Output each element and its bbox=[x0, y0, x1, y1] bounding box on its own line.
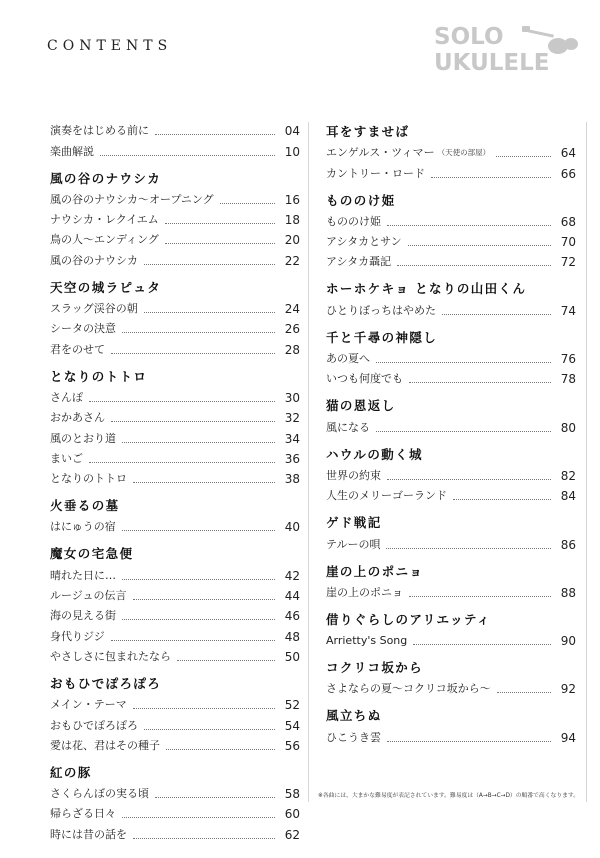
entry-title: おかあさん bbox=[50, 411, 105, 425]
toc-entry[interactable] bbox=[50, 804, 300, 824]
section-title: コクリコ坂から bbox=[326, 660, 424, 676]
toc-section bbox=[326, 327, 576, 390]
toc-section bbox=[326, 657, 576, 699]
entry-title: ルージュの伝言 bbox=[50, 589, 127, 603]
dot-leader bbox=[111, 353, 275, 354]
toc-section bbox=[326, 561, 576, 603]
dot-leader bbox=[144, 729, 275, 730]
logo-line2: UKULELE bbox=[434, 50, 550, 76]
entry-title: スラッグ渓谷の朝 bbox=[50, 302, 138, 316]
toc-entry[interactable] bbox=[326, 727, 576, 747]
toc-entry[interactable] bbox=[326, 252, 576, 272]
toc-entry[interactable] bbox=[50, 250, 300, 270]
entry-title: となりのトトロ bbox=[50, 472, 127, 486]
toc-entry[interactable] bbox=[326, 369, 576, 389]
page-number: 38 bbox=[284, 472, 300, 487]
entry-title: シータの決意 bbox=[50, 322, 116, 336]
page-number: 26 bbox=[284, 322, 300, 337]
dot-leader bbox=[386, 548, 551, 549]
entry-title: 帰らざる日々 bbox=[50, 807, 116, 821]
entry-title: 愛は花、君はその種子 bbox=[50, 738, 160, 752]
toc-section bbox=[50, 543, 300, 666]
dot-leader bbox=[496, 156, 551, 157]
page-number: 58 bbox=[284, 787, 300, 802]
section-title: 借りぐらしのアリエッティ bbox=[326, 611, 491, 627]
contents-title: CONTENTS bbox=[47, 38, 173, 54]
page-number: 92 bbox=[560, 682, 576, 697]
section-title: ハウルの動く城 bbox=[326, 446, 423, 462]
section-title: ホーホケキョ となりの山田くん bbox=[326, 281, 527, 297]
page-number: 42 bbox=[284, 568, 300, 583]
column-divider bbox=[308, 122, 309, 802]
dot-leader bbox=[387, 479, 551, 480]
section-title: 風立ちぬ bbox=[326, 708, 382, 724]
entry-title: ナウシカ・レクイエム bbox=[50, 213, 159, 227]
dot-leader bbox=[133, 599, 275, 600]
toc-entry[interactable] bbox=[50, 388, 300, 408]
entry-title: 風のとおり道 bbox=[50, 431, 116, 445]
toc-entry[interactable] bbox=[326, 212, 576, 232]
toc-entry[interactable] bbox=[326, 232, 576, 252]
toc-section bbox=[326, 609, 576, 651]
dot-leader bbox=[220, 203, 275, 204]
dot-leader bbox=[166, 749, 275, 750]
dot-leader bbox=[376, 362, 551, 363]
toc-entry[interactable] bbox=[50, 565, 300, 585]
page-number: 24 bbox=[284, 302, 300, 317]
entry-title: さんぽ bbox=[50, 390, 83, 404]
toc-entry[interactable] bbox=[50, 319, 300, 339]
dot-leader bbox=[453, 499, 551, 500]
toc-entry[interactable] bbox=[50, 449, 300, 469]
toc-entry[interactable] bbox=[50, 428, 300, 448]
dot-leader bbox=[165, 223, 275, 224]
toc-section bbox=[326, 278, 576, 320]
entry-title: あの夏へ bbox=[326, 352, 370, 366]
toc-entry[interactable] bbox=[326, 486, 576, 506]
section-title: 耳をすませば bbox=[326, 124, 410, 139]
dot-leader bbox=[155, 134, 275, 135]
entry-title: 風の谷のナウシカ〜オープニング bbox=[50, 192, 214, 206]
page-number: 10 bbox=[284, 144, 300, 159]
toc-entry[interactable] bbox=[50, 517, 300, 537]
entry-title: 風の谷のナウシカ bbox=[50, 253, 138, 267]
dot-leader bbox=[409, 382, 551, 383]
toc-entry[interactable] bbox=[326, 631, 576, 651]
toc-entry[interactable] bbox=[50, 647, 300, 667]
section-title: 火垂るの墓 bbox=[50, 498, 120, 514]
page-number: 56 bbox=[284, 738, 300, 753]
toc-entry[interactable] bbox=[50, 606, 300, 626]
entry-title: いつも何度でも bbox=[326, 372, 403, 386]
entry-title: エンゲルス・ツィマー bbox=[326, 146, 435, 160]
page-number: 18 bbox=[284, 213, 300, 228]
toc-entry[interactable] bbox=[50, 141, 300, 161]
toc-section bbox=[326, 190, 576, 273]
entry-title: 世界の約束 bbox=[326, 468, 381, 482]
page-number: 62 bbox=[284, 827, 300, 842]
page-number: 94 bbox=[560, 730, 576, 745]
toc-section bbox=[50, 277, 300, 360]
toc-entry[interactable] bbox=[326, 466, 576, 486]
toc-entry[interactable] bbox=[326, 583, 576, 603]
entry-title: 君をのせて bbox=[50, 342, 105, 356]
entry-title: 人生のメリーゴーランド bbox=[326, 489, 447, 503]
dot-leader bbox=[133, 482, 275, 483]
dot-leader bbox=[111, 640, 275, 641]
entry-title: まいご bbox=[50, 451, 83, 465]
toc-entry[interactable] bbox=[50, 586, 300, 606]
dot-leader bbox=[442, 314, 551, 315]
toc-section bbox=[50, 121, 300, 162]
entry-title: 楽曲解説 bbox=[50, 144, 94, 158]
page-number: 82 bbox=[560, 468, 576, 483]
logo-line1: SOLO bbox=[434, 24, 504, 50]
page-number: 46 bbox=[284, 609, 300, 624]
entry-title: さよならの夏〜コクリコ坂から〜 bbox=[326, 682, 491, 696]
toc-entry[interactable] bbox=[50, 339, 300, 359]
toc-entry[interactable] bbox=[50, 230, 300, 250]
entry-title: 時には昔の話を bbox=[50, 827, 127, 841]
dot-leader bbox=[413, 644, 551, 645]
toc-entry[interactable] bbox=[50, 695, 300, 715]
toc-section bbox=[50, 168, 300, 271]
page-number: 86 bbox=[560, 537, 576, 552]
page-number: 90 bbox=[560, 634, 576, 649]
page-number: 80 bbox=[560, 420, 576, 435]
toc-entry[interactable] bbox=[50, 736, 300, 756]
page-number: 34 bbox=[284, 431, 300, 446]
section-title: 千と千尋の神隠し bbox=[326, 329, 438, 345]
entry-title: ひとりぼっちはやめた bbox=[326, 303, 436, 317]
dot-leader bbox=[387, 741, 551, 742]
page-number: 78 bbox=[560, 372, 576, 387]
toc-section bbox=[50, 762, 300, 845]
page-number: 40 bbox=[284, 520, 300, 535]
entry-note: （天使の部屋） bbox=[437, 148, 491, 158]
entry-title: アシタカとサン bbox=[326, 235, 402, 249]
entry-title: 風になる bbox=[326, 420, 370, 434]
dot-leader bbox=[155, 797, 275, 798]
solo-ukulele-logo bbox=[432, 20, 582, 76]
toc-entry[interactable] bbox=[50, 469, 300, 489]
toc-section bbox=[50, 673, 300, 756]
dot-leader bbox=[397, 265, 551, 266]
dot-leader bbox=[144, 312, 275, 313]
toc-entry[interactable] bbox=[326, 143, 576, 163]
toc-section bbox=[50, 366, 300, 489]
page-number: 72 bbox=[560, 255, 576, 270]
page-number: 54 bbox=[284, 718, 300, 733]
dot-leader bbox=[122, 332, 275, 333]
entry-title: メイン・テーマ bbox=[50, 698, 127, 712]
entry-title: 鳥の人〜エンディング bbox=[50, 233, 159, 247]
page-number: 36 bbox=[284, 451, 300, 466]
toc-entry[interactable] bbox=[326, 163, 576, 183]
dot-leader bbox=[144, 264, 275, 265]
entry-title: 晴れた日に… bbox=[50, 568, 116, 582]
entry-title: やさしさに包まれたなら bbox=[50, 649, 171, 663]
toc-section bbox=[50, 495, 300, 537]
toc-entry[interactable] bbox=[326, 679, 576, 699]
section-title: ゲド戦記 bbox=[326, 515, 382, 531]
dot-leader bbox=[111, 421, 275, 422]
toc-entry[interactable] bbox=[326, 300, 576, 320]
entry-title: カントリー・ロード bbox=[326, 166, 425, 180]
page-number: 70 bbox=[560, 235, 576, 250]
dot-leader bbox=[122, 579, 275, 580]
dot-leader bbox=[122, 817, 275, 818]
section-title: もののけ姫 bbox=[326, 192, 396, 208]
page-number: 04 bbox=[284, 124, 300, 139]
dot-leader bbox=[497, 692, 551, 693]
entry-title: もののけ姫 bbox=[326, 214, 381, 228]
page-number: 52 bbox=[284, 698, 300, 713]
difficulty-footnote: ※各曲には、大まかな難易度が表記されています。難易度は（A→B→C→D）の順番で高くなります。 bbox=[318, 793, 580, 799]
dot-leader bbox=[431, 177, 551, 178]
dot-leader bbox=[122, 530, 275, 531]
toc-entry[interactable] bbox=[50, 190, 300, 210]
entry-title: 崖の上のポニョ bbox=[326, 585, 403, 599]
dot-leader bbox=[122, 619, 275, 620]
toc-entry[interactable] bbox=[50, 299, 300, 319]
entry-title: はにゅうの宿 bbox=[50, 520, 116, 534]
entry-title: 身代りジジ bbox=[50, 629, 105, 643]
page-number: 64 bbox=[560, 146, 576, 161]
toc-section bbox=[326, 444, 576, 507]
entry-title: ひこうき雲 bbox=[326, 730, 381, 744]
entry-title: おもひでぽろぽろ bbox=[50, 718, 138, 732]
dot-leader bbox=[89, 401, 275, 402]
toc-entry[interactable] bbox=[326, 417, 576, 437]
dot-leader bbox=[409, 596, 551, 597]
entry-title: アシタカ聶記 bbox=[326, 255, 392, 269]
entry-title: Arrietty's Song bbox=[326, 634, 408, 648]
toc-entry[interactable] bbox=[326, 349, 576, 369]
toc-entry[interactable] bbox=[50, 408, 300, 428]
page-number: 66 bbox=[560, 166, 576, 181]
section-title: となりのトトロ bbox=[50, 368, 148, 384]
page-number: 48 bbox=[284, 629, 300, 644]
section-title: 天空の城ラピュタ bbox=[50, 279, 162, 295]
toc-entry[interactable] bbox=[50, 210, 300, 230]
page-number: 60 bbox=[284, 807, 300, 822]
page-number: 28 bbox=[284, 342, 300, 357]
toc-section bbox=[326, 705, 576, 747]
section-title: 紅の豚 bbox=[50, 764, 92, 780]
dot-leader bbox=[122, 442, 275, 443]
section-title: 魔女の宅急便 bbox=[50, 546, 134, 562]
toc-entry[interactable] bbox=[50, 626, 300, 646]
page-number: 88 bbox=[560, 585, 576, 600]
dot-leader bbox=[89, 462, 275, 463]
page-number: 74 bbox=[560, 303, 576, 318]
entry-title: 演奏をはじめる前に bbox=[50, 124, 149, 138]
page-number: 20 bbox=[284, 233, 300, 248]
toc-section bbox=[326, 395, 576, 437]
entry-title: 海の見える街 bbox=[50, 609, 116, 623]
toc-entry[interactable] bbox=[50, 121, 300, 141]
toc-section bbox=[326, 121, 576, 184]
page-number: 84 bbox=[560, 489, 576, 504]
dot-leader bbox=[100, 155, 275, 156]
page-number: 50 bbox=[284, 649, 300, 664]
page-number: 30 bbox=[284, 390, 300, 405]
dot-leader bbox=[177, 660, 275, 661]
page-number: 68 bbox=[560, 214, 576, 229]
toc-entry[interactable] bbox=[50, 784, 300, 804]
section-title: 崖の上のポニョ bbox=[326, 563, 424, 579]
section-title: 猫の恩返し bbox=[326, 398, 396, 414]
page-number: 44 bbox=[284, 589, 300, 604]
entry-title: テルーの唄 bbox=[326, 537, 381, 551]
dot-leader bbox=[387, 225, 551, 226]
right-column bbox=[326, 121, 576, 748]
page-number: 76 bbox=[560, 352, 576, 367]
toc-section bbox=[326, 512, 576, 554]
section-title: 風の谷のナウシカ bbox=[50, 170, 162, 186]
right-edge-line bbox=[586, 122, 587, 802]
dot-leader bbox=[133, 838, 275, 839]
toc-entry[interactable] bbox=[50, 715, 300, 735]
dot-leader bbox=[376, 431, 551, 432]
section-title: おもひでぽろぽろ bbox=[50, 675, 162, 691]
toc-entry[interactable] bbox=[50, 824, 300, 844]
entry-title: さくらんぼの実る頃 bbox=[50, 787, 149, 801]
left-column bbox=[50, 121, 300, 845]
page-number: 16 bbox=[284, 192, 300, 207]
dot-leader bbox=[165, 243, 275, 244]
toc-entry[interactable] bbox=[326, 534, 576, 554]
page-number: 22 bbox=[284, 253, 300, 268]
dot-leader bbox=[408, 245, 551, 246]
dot-leader bbox=[133, 708, 275, 709]
page-number: 32 bbox=[284, 411, 300, 426]
